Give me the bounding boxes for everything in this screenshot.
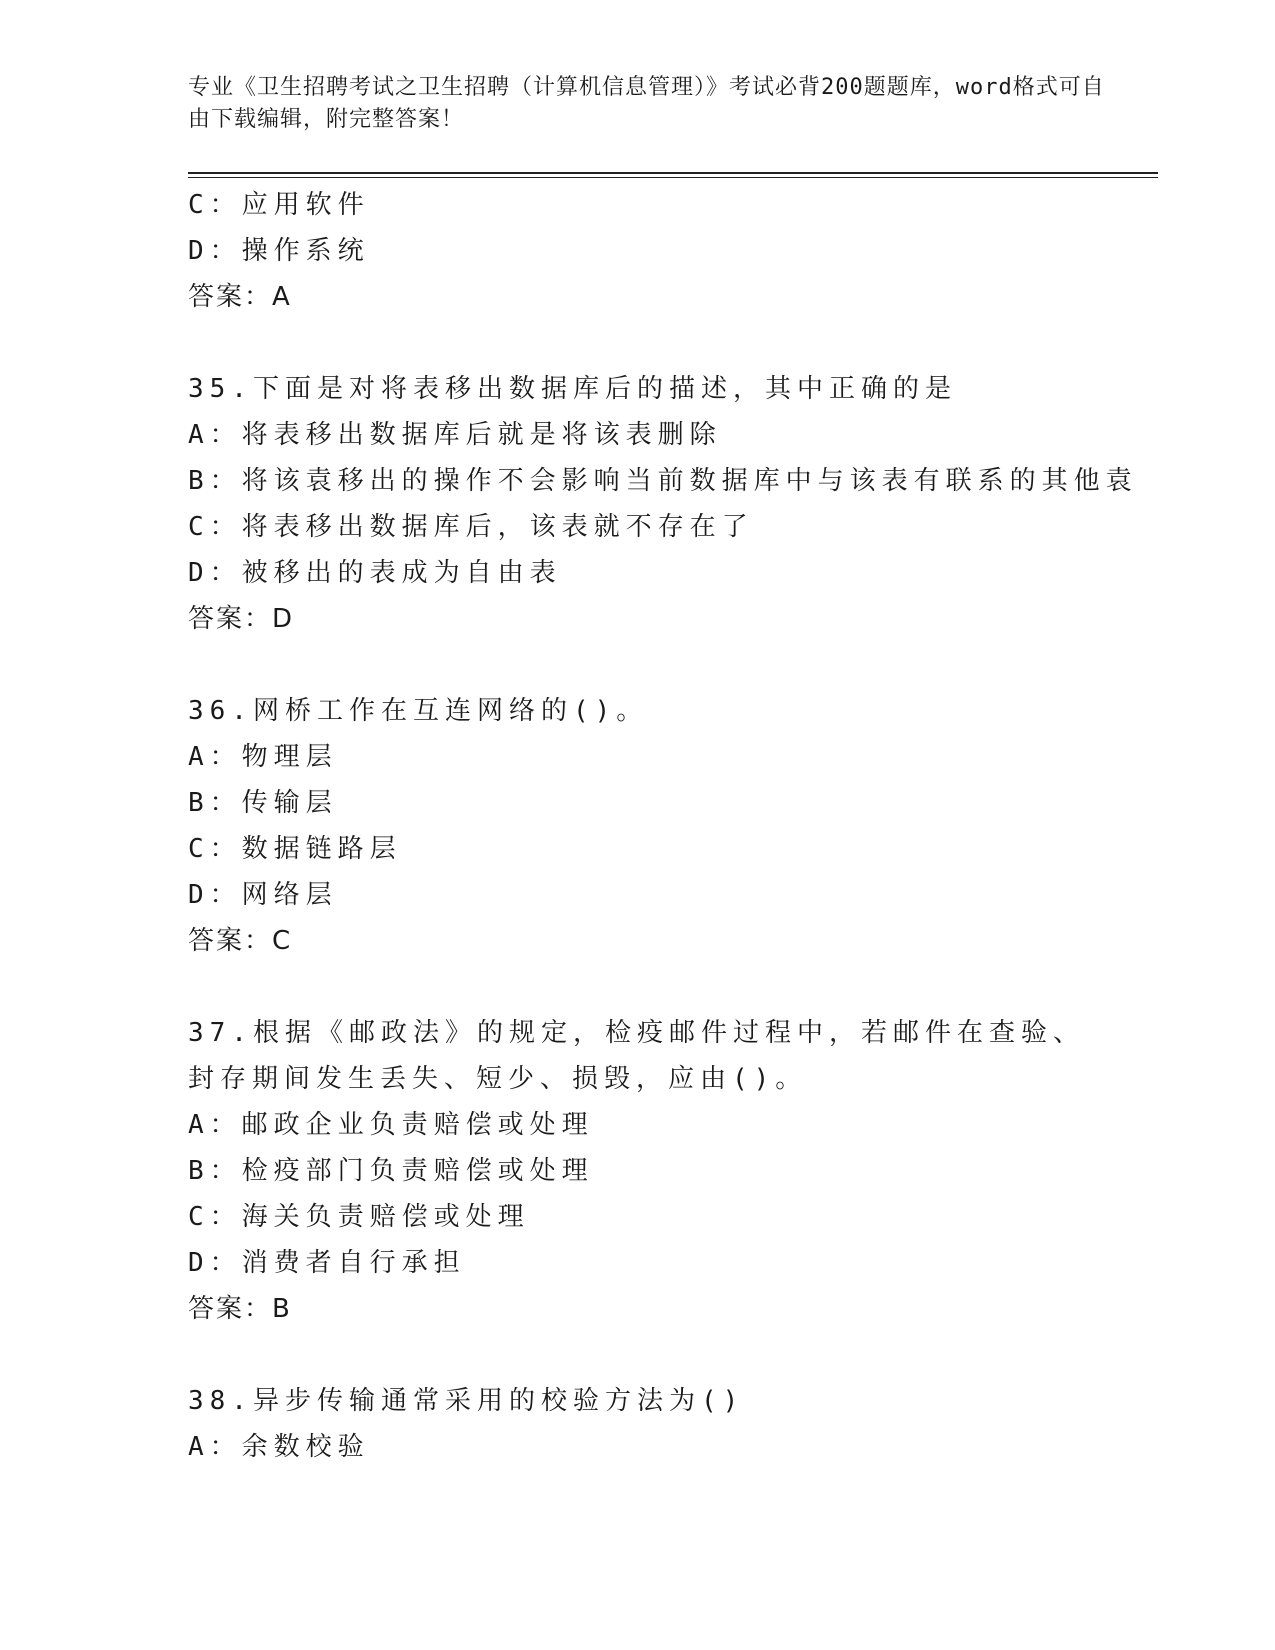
option-b: B：检疫部门负责赔偿或处理: [188, 1156, 594, 1186]
option-c: C：数据链路层: [188, 834, 402, 864]
document-page: [188, 72, 1158, 1470]
option-b: B：将该袁移出的操作不会影响当前数据库中与该表有联系的其他袁: [188, 466, 1138, 496]
question-37: [188, 1010, 1158, 1332]
option-c: C：将表移出数据库后，该表就不存在了: [188, 512, 754, 542]
question-stem: 37.根据《邮政法》的规定，检疫邮件过程中，若邮件在查验、封存期间发生丢失、短少、损毁，应由()。: [188, 1018, 1085, 1094]
question-stem: 38.异步传输通常采用的校验方法为(): [188, 1386, 745, 1416]
option-a: A：物理层: [188, 742, 338, 772]
option-a: A：邮政企业负责赔偿或处理: [188, 1110, 594, 1140]
question-36: [188, 688, 1158, 964]
answer-line: 答案：C: [188, 926, 293, 956]
document-header: 专业《卫生招聘考试之卫生招聘（计算机信息管理）》考试必背200题题库，word格式可自由下载编辑，附完整答案！: [188, 75, 1105, 132]
option-d: D：消费者自行承担: [188, 1248, 466, 1278]
question-stem: 36.网桥工作在互连网络的()。: [188, 696, 649, 726]
previous-question-tail: [188, 182, 1158, 320]
option-d: D：操作系统: [188, 236, 370, 266]
option-d: D：网络层: [188, 880, 338, 910]
answer-line: 答案：A: [188, 282, 292, 312]
answer-line: 答案：D: [188, 604, 295, 634]
question-stem: 35.下面是对将表移出数据库后的描述，其中正确的是: [188, 374, 957, 404]
answer-line: 答案：B: [188, 1294, 292, 1324]
question-list: [188, 182, 1158, 1470]
option-a: A：将表移出数据库后就是将该表删除: [188, 420, 722, 450]
option-a: A：余数校验: [188, 1432, 370, 1462]
option-d: D：被移出的表成为自由表: [188, 558, 562, 588]
option-c: C：海关负责赔偿或处理: [188, 1202, 530, 1232]
header-divider: [188, 172, 1158, 178]
question-38: [188, 1378, 1158, 1470]
option-b: B：传输层: [188, 788, 338, 818]
option-c: C：应用软件: [188, 190, 370, 220]
question-35: [188, 366, 1158, 642]
